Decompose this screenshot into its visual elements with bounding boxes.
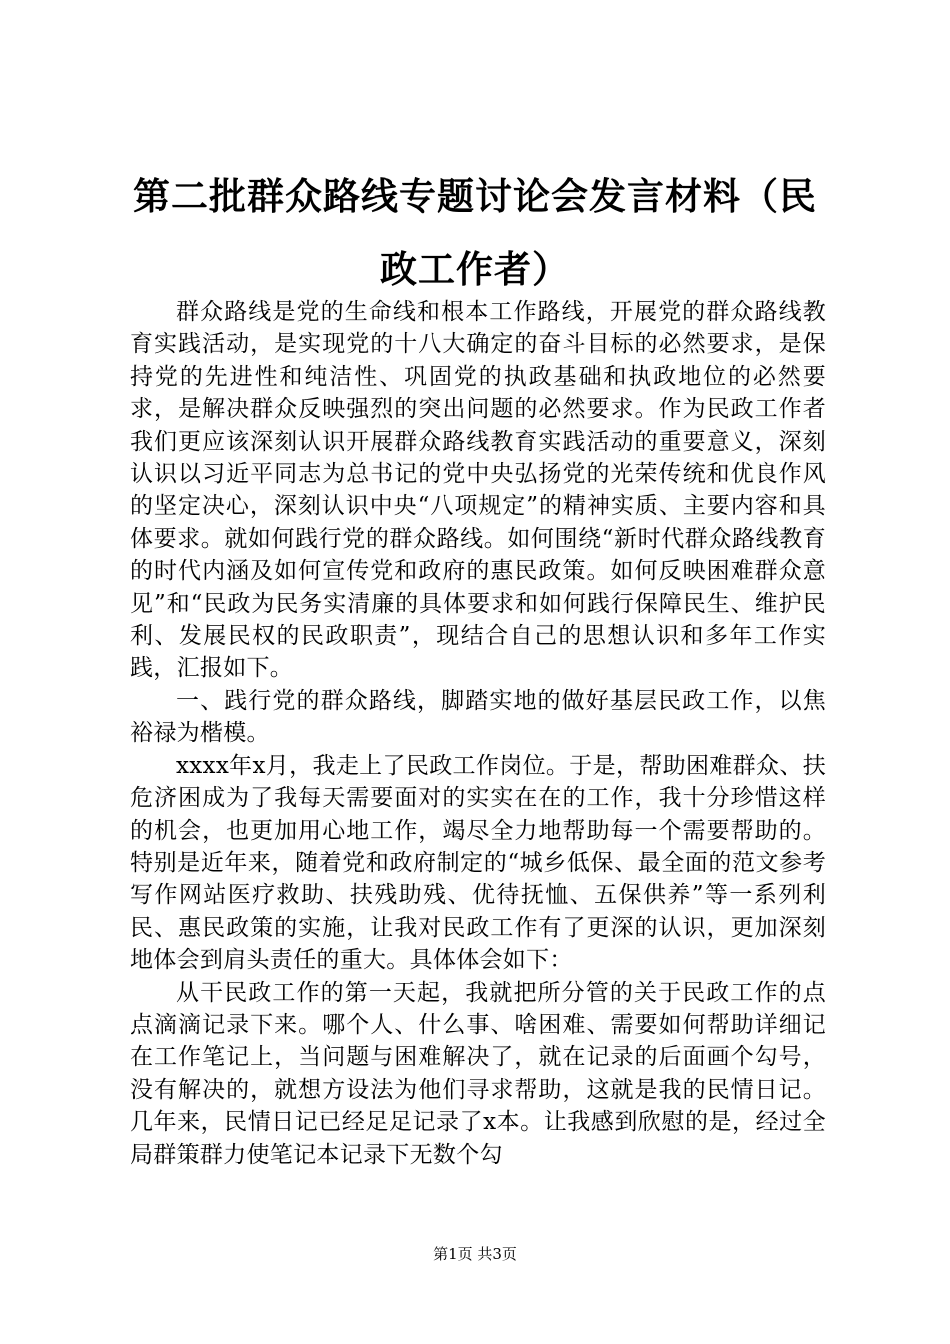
paragraph-diary: 从干民政工作的第一天起，我就把所分管的关于民政工作的点点滴滴记录下来。哪个人、什么事、啥困难、需要如何帮助详细记在工作笔记上，当问题与困难解决了，就在记录的后面画个勾号，没有解决的，就想方设法为他们寻求帮助，这就是我的民情日记。几年来，民情日记已经足足记录了x本。让我感到欣慰的是，经过全局群策群力使笔记本记录下无数个勾 — [130, 979, 826, 1168]
document-body — [130, 296, 826, 1171]
page-number-footer: 第1页 共3页 — [433, 1245, 517, 1263]
paragraph-section-heading: 一、践行党的群众路线，脚踏实地的做好基层民政工作，以焦裕禄为楷模。 — [130, 687, 826, 747]
paragraph-experience: xxxx年x月，我走上了民政工作岗位。于是，帮助困难群众、扶危济困成为了我每天需要面对的实实在在的工作，我十分珍惜这样的机会，也更加用心地工作，竭尽全力地帮助每一个需要帮助的。特别是近年来，随着党和政府制定的“城乡低保、最全面的范文参考写作网站医疗救助、扶残助残、优待抚恤、五保供养”等一系列利民、惠民政策的实施，让我对民政工作有了更深的认识，更加深刻地体会到肩头责任的重大。具体体会如下： — [130, 752, 826, 974]
document-title: 第二批群众路线专题讨论会发言材料（民政工作者） — [133, 174, 817, 291]
paragraph-intro: 群众路线是党的生命线和根本工作路线，开展党的群众路线教育实践活动，是实现党的十八大确定的奋斗目标的必然要求，是保持党的先进性和纯洁性、巩固党的执政基础和执政地位的必然要求，是解决群众反映强烈的突出问题的必然要求。作为民政工作者我们更应该深刻认识开展群众路线教育实践活动的重要意义，深刻认识以习近平同志为总书记的党中央弘扬党的光荣传统和优良作风的坚定决心，深刻认识中央“八项规定”的精神实质、主要内容和具体要求。就如何践行党的群众路线。如何围绕“新时代群众路线教育的时代内涵及如何宣传党和政府的惠民政策。如何反映困难群众意见”和“民政为民务实清廉的具体要求和如何践行保障民生、维护民利、发展民权的民政职责”，现结合自己的思想认识和多年工作实践，汇报如下。 — [130, 299, 826, 682]
